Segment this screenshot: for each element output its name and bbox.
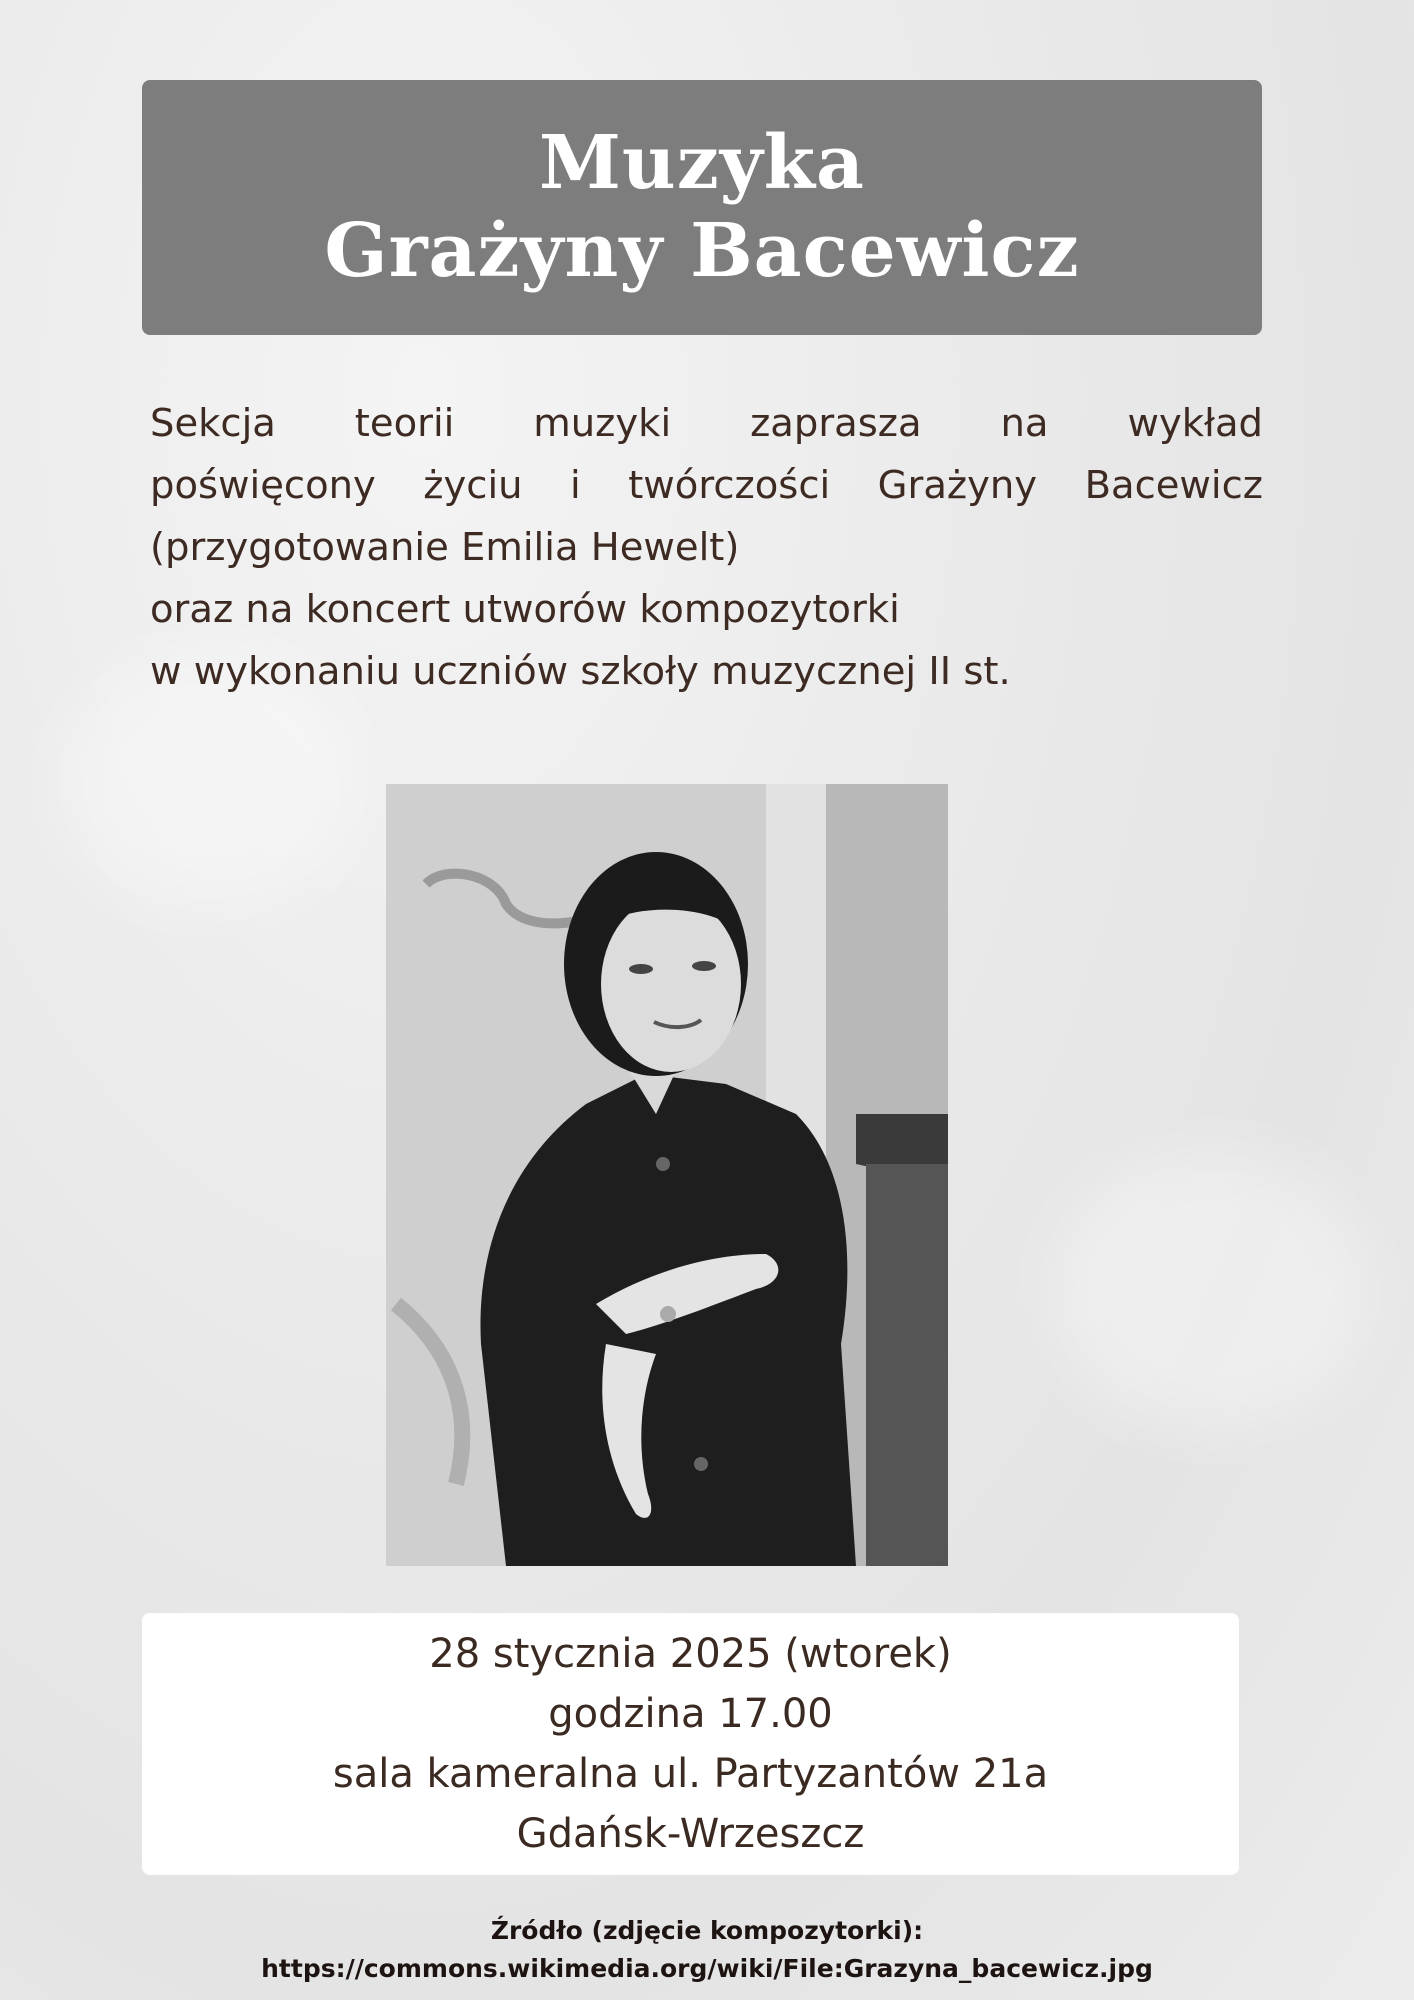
title-line-2: Grażyny Bacewicz xyxy=(324,207,1080,294)
source-url[interactable]: https://commons.wikimedia.org/wiki/File:Grazyna_bacewicz.jpg xyxy=(261,1954,1153,1983)
event-date: 28 stycznia 2025 (wtorek) xyxy=(429,1631,952,1677)
event-details-box xyxy=(142,1613,1239,1875)
source-label: Źródło (zdjęcie kompozytorki): xyxy=(490,1916,924,1945)
title-line-1: Muzyka xyxy=(539,120,865,207)
background-texture xyxy=(1050,1150,1370,1430)
portrait-illustration xyxy=(386,784,948,1566)
intro-line-3: (przygotowanie Emilia Hewelt) xyxy=(150,525,740,570)
intro-line-2: poświęcony życiu i twórczości Grażyny Bacewicz xyxy=(150,463,1263,508)
photo-source-credit xyxy=(0,1912,1414,1988)
event-place: sala kameralna ul. Partyzantów 21a xyxy=(332,1751,1049,1797)
composer-portrait-photo xyxy=(386,784,948,1566)
intro-line-4: oraz na koncert utworów kompozytorki xyxy=(150,587,900,632)
intro-line-1: Sekcja teorii muzyki zaprasza na wykład xyxy=(150,401,1263,446)
event-city: Gdańsk-Wrzeszcz xyxy=(516,1811,865,1857)
intro-line-5: w wykonaniu uczniów szkoły muzycznej II st. xyxy=(150,649,1011,694)
intro-paragraph xyxy=(150,393,1263,703)
title-banner xyxy=(142,80,1262,335)
event-time: godzina 17.00 xyxy=(548,1691,833,1737)
